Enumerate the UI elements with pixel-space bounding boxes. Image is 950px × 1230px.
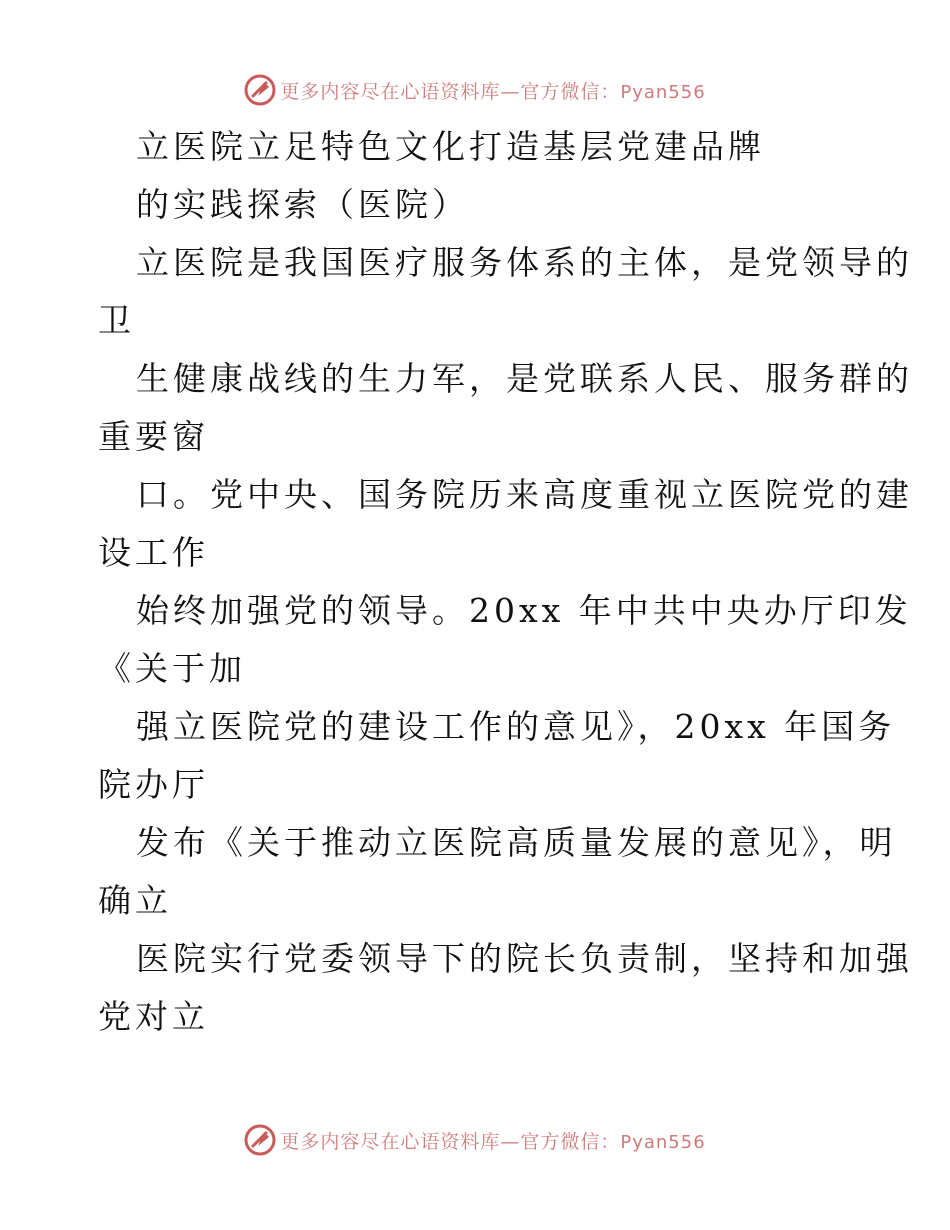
text-line: 设工作 [98,533,209,572]
text-line: 生健康战线的生力军，是党联系人民、服务群的 [136,359,913,398]
text-line: 院办厅 [98,765,209,804]
text-line: 医院实行党委领导下的院长负责制，坚持和加强 [136,939,913,978]
wechat-id: Pyan556 [620,1131,706,1153]
banner-text: 更多内容尽在心语资料库—官方微信：Pyan556 [280,1130,706,1153]
text-line: 发布《关于推动立医院高质量发展的意见》，明 [136,823,897,862]
text-line: 党对立 [98,997,209,1036]
header-banner [0,70,950,110]
footer-banner [0,1120,950,1160]
text-line: 重要窗 [98,417,209,456]
text-line: 强立医院党的建设工作的意见》，20xx 年国务 [136,707,896,746]
text-line: 立医院是我国医疗服务体系的主体，是党领导的 [136,243,913,282]
text-line: 《关于加 [98,649,246,688]
text-line: 立医院立足特色文化打造基层党建品牌 [136,127,765,166]
text-line: 口。党中央、国务院历来高度重视立医院党的建 [136,475,913,514]
text-line: 确立 [98,881,172,920]
brand-logo-icon [244,1124,276,1156]
wechat-id: Pyan556 [620,81,706,103]
text-line: 卫 [98,301,135,340]
document-body [0,118,950,1046]
text-line: 始终加强党的领导。20xx 年中共中央办厅印发 [136,591,912,630]
text-line: 的实践探索（医院） [136,185,469,224]
banner-text: 更多内容尽在心语资料库—官方微信：Pyan556 [280,80,706,103]
brand-logo-icon [244,74,276,106]
